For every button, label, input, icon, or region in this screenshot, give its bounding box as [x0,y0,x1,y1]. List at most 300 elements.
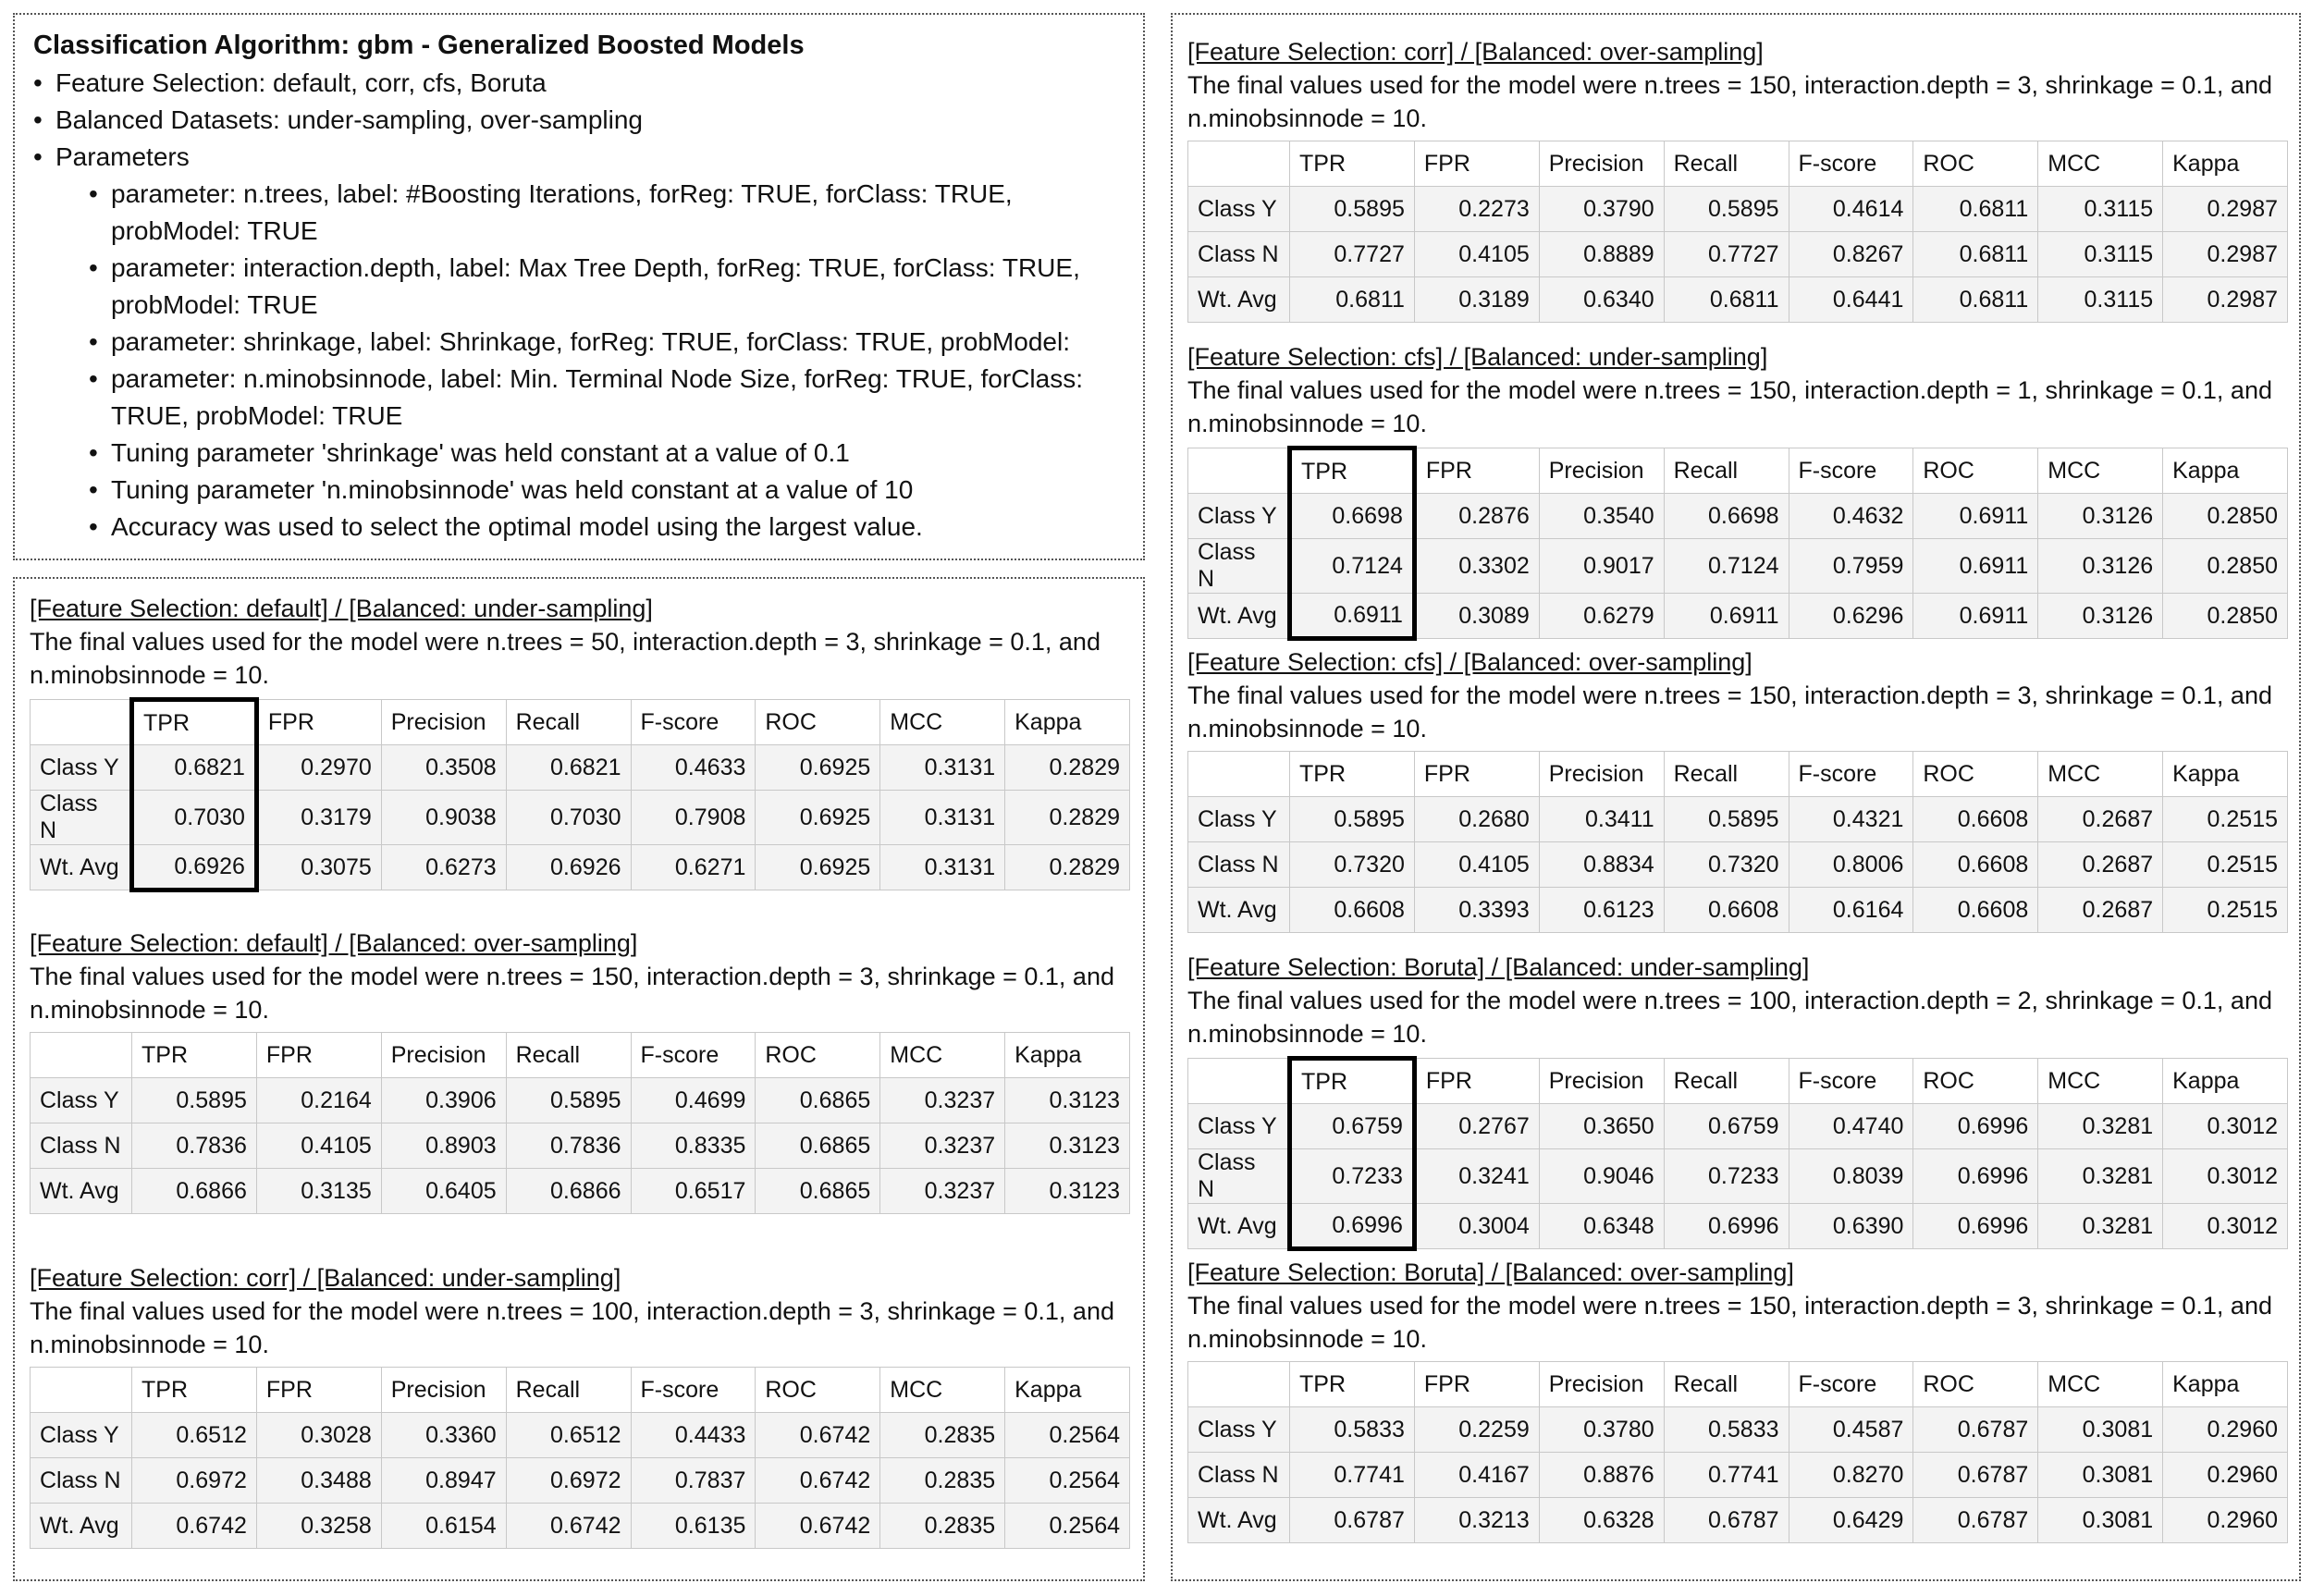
table-row [1188,1498,2288,1543]
column-header: TPR [132,700,257,745]
metric-value: 0.2829 [1005,791,1130,845]
metric-value: 0.6811 [1913,277,2038,323]
metric-value: 0.6608 [1913,842,2038,888]
metric-value: 0.8947 [381,1458,506,1504]
row-label: Class N [1188,539,1290,594]
metric-value: 0.3004 [1414,1204,1539,1249]
column-header: Recall [506,700,631,745]
metric-value: 0.7233 [1664,1149,1789,1204]
metric-value: 0.6811 [1290,277,1415,323]
metric-value: 0.2515 [2163,842,2288,888]
metric-value: 0.8039 [1789,1149,1913,1204]
result-description: The final values used for the model were n.trees = 50, interaction.depth = 3, shrinkage = 0.1, and n.minobsinnode = 10. [30,628,1101,689]
result-block [1187,1256,2286,1561]
metric-value: 0.2829 [1005,745,1130,791]
column-header: Kappa [1005,1368,1130,1413]
result-block [1187,645,2286,951]
metric-value: 0.6972 [132,1458,257,1504]
row-label: Class N [1188,1149,1290,1204]
metric-value: 0.3131 [880,791,1005,845]
metrics-table [1187,1056,2288,1251]
metrics-table [30,1367,1130,1549]
metric-value: 0.5895 [1664,797,1789,842]
parameter-item: • parameter: shrinkage, label: Shrinkage, forReg: TRUE, forClass: TRUE, probModel: [89,324,1130,361]
metric-value: 0.9046 [1539,1149,1664,1204]
column-header: F-score [631,1033,756,1078]
metric-value: 0.3081 [2038,1453,2163,1498]
metric-value: 0.2876 [1414,494,1539,539]
metric-value: 0.4433 [631,1413,756,1458]
info-bullet-label: Parameters [55,142,190,171]
row-label: Class N [31,1123,132,1169]
metric-value: 0.5895 [1664,187,1789,232]
metric-value: 0.3012 [2163,1149,2288,1204]
metric-value: 0.2835 [880,1413,1005,1458]
metric-value: 0.3131 [880,745,1005,791]
column-header: Precision [381,1033,506,1078]
metric-value: 0.7030 [132,791,257,845]
column-header: Kappa [2163,448,2288,494]
column-header: FPR [1414,1059,1539,1104]
metrics-table [30,697,1130,892]
metric-value: 0.2164 [256,1078,381,1123]
metric-value: 0.6608 [1913,888,2038,933]
metric-value: 0.3081 [2038,1498,2163,1543]
metric-value: 0.3302 [1414,539,1539,594]
metric-value: 0.6328 [1539,1498,1664,1543]
column-header: FPR [256,1368,381,1413]
metric-value: 0.3126 [2038,539,2163,594]
metric-value: 0.2273 [1414,187,1539,232]
metric-value: 0.4105 [256,1123,381,1169]
metric-value: 0.6742 [756,1504,880,1549]
metric-value: 0.6512 [132,1413,257,1458]
metric-value: 0.6296 [1789,594,1913,639]
metric-value: 0.6698 [1290,494,1415,539]
row-label: Class Y [1188,797,1290,842]
metric-value: 0.7959 [1789,539,1913,594]
metric-value: 0.6926 [506,845,631,890]
metric-value: 0.8270 [1789,1453,1913,1498]
info-bullet-parameters [33,139,1130,546]
metric-value: 0.7836 [132,1123,257,1169]
table-corner-cell [31,700,132,745]
column-header: FPR [1414,141,1539,187]
metric-value: 0.3012 [2163,1104,2288,1149]
metric-value: 0.5833 [1664,1407,1789,1453]
row-label: Class N [31,1458,132,1504]
metric-value: 0.2767 [1414,1104,1539,1149]
row-label: Wt. Avg [1188,1498,1290,1543]
row-label: Class Y [31,1413,132,1458]
column-header: FPR [1414,448,1539,494]
metric-value: 0.9038 [381,791,506,845]
column-header: MCC [2038,448,2163,494]
metric-value: 0.8834 [1539,842,1664,888]
metric-value: 0.4740 [1789,1104,1913,1149]
result-block [1187,35,2286,340]
metric-value: 0.7320 [1664,842,1789,888]
column-header: F-score [1789,141,1913,187]
metric-value: 0.3508 [381,745,506,791]
table-row [1188,1407,2288,1453]
row-label: Class N [31,791,132,845]
metric-value: 0.3115 [2038,187,2163,232]
metric-value: 0.5895 [132,1078,257,1123]
metrics-table [30,1032,1130,1214]
metric-value: 0.3115 [2038,232,2163,277]
metric-value: 0.2960 [2163,1453,2288,1498]
column-header: MCC [880,1033,1005,1078]
algorithm-info-panel [13,13,1145,560]
table-row [31,791,1130,845]
metric-value: 0.6911 [1913,494,2038,539]
result-block [30,1261,1130,1596]
metric-value: 0.7124 [1664,539,1789,594]
metric-value: 0.7030 [506,791,631,845]
table-row [31,1458,1130,1504]
metric-value: 0.6866 [506,1169,631,1214]
metric-value: 0.6273 [381,845,506,890]
result-heading: [Feature Selection: default] / [Balanced: under-sampling] [30,595,653,622]
result-heading: [Feature Selection: corr] / [Balanced: under-sampling] [30,1264,621,1292]
metric-value: 0.4587 [1789,1407,1913,1453]
table-corner-cell [31,1033,132,1078]
metric-value: 0.6821 [132,745,257,791]
table-header-row [1188,1059,2288,1104]
metric-value: 0.6279 [1539,594,1664,639]
metric-value: 0.6866 [132,1169,257,1214]
column-header: TPR [1290,752,1415,797]
metric-value: 0.2829 [1005,845,1130,890]
column-header: TPR [1290,141,1415,187]
row-label: Class Y [1188,187,1290,232]
column-header: FPR [256,700,381,745]
metric-value: 0.2970 [256,745,381,791]
column-header: MCC [2038,1362,2163,1407]
metric-value: 0.6996 [1913,1149,2038,1204]
metric-value: 0.6154 [381,1504,506,1549]
metric-value: 0.4699 [631,1078,756,1123]
result-heading: [Feature Selection: default] / [Balanced: over-sampling] [30,929,638,957]
column-header: Precision [381,1368,506,1413]
metrics-table [1187,141,2288,323]
column-header: TPR [1290,1059,1415,1104]
metric-value: 0.3281 [2038,1149,2163,1204]
metric-value: 0.3906 [381,1078,506,1123]
metric-value: 0.6996 [1290,1204,1415,1249]
result-block [1187,340,2286,645]
metric-value: 0.3131 [880,845,1005,890]
table-row [31,1123,1130,1169]
row-label: Class N [1188,232,1290,277]
result-block [30,927,1130,1261]
metric-value: 0.7124 [1290,539,1415,594]
column-header: Kappa [1005,700,1130,745]
metric-value: 0.3393 [1414,888,1539,933]
metric-value: 0.7908 [631,791,756,845]
table-row [31,1413,1130,1458]
metric-value: 0.2987 [2163,277,2288,323]
column-header: FPR [1414,752,1539,797]
row-label: Class N [1188,1453,1290,1498]
right-results-panel [1171,13,2301,1581]
metric-value: 0.5895 [1290,187,1415,232]
parameter-item: • parameter: interaction.depth, label: Max Tree Depth, forReg: TRUE, forClass: TRUE, probModel: TRUE [89,250,1130,324]
column-header: Recall [506,1368,631,1413]
metric-value: 0.6348 [1539,1204,1664,1249]
metric-value: 0.4321 [1789,797,1913,842]
table-header-row [1188,1362,2288,1407]
metric-value: 0.2259 [1414,1407,1539,1453]
column-header: F-score [1789,1059,1913,1104]
row-label: Wt. Avg [1188,888,1290,933]
metric-value: 0.6742 [132,1504,257,1549]
column-header: ROC [1913,1362,2038,1407]
metric-value: 0.6608 [1290,888,1415,933]
metric-value: 0.4105 [1414,842,1539,888]
metric-value: 0.3135 [256,1169,381,1214]
info-bullet: • Balanced Datasets: under-sampling, over-sampling [33,102,1130,139]
metric-value: 0.2515 [2163,888,2288,933]
metric-value: 0.3411 [1539,797,1664,842]
result-heading: [Feature Selection: corr] / [Balanced: over-sampling] [1187,38,1764,66]
metric-value: 0.6926 [132,845,257,890]
table-row [1188,888,2288,933]
info-bullet-list [33,65,1130,546]
metric-value: 0.6865 [756,1078,880,1123]
result-description: The final values used for the model were n.trees = 100, interaction.depth = 2, shrinkage = 0.1, and n.minobsinnode = 10. [1187,987,2272,1048]
table-row [1188,842,2288,888]
column-header: FPR [1414,1362,1539,1407]
metric-value: 0.3115 [2038,277,2163,323]
table-row [1188,187,2288,232]
metric-value: 0.6996 [1664,1204,1789,1249]
metric-value: 0.9017 [1539,539,1664,594]
row-label: Wt. Avg [1188,277,1290,323]
table-header-row [1188,752,2288,797]
result-heading: [Feature Selection: Boruta] / [Balanced: over-sampling] [1187,1258,1794,1286]
metric-value: 0.4632 [1789,494,1913,539]
result-description: The final values used for the model were n.trees = 150, interaction.depth = 3, shrinkage = 0.1, and n.minobsinnode = 10. [1187,1292,2272,1353]
metric-value: 0.6759 [1664,1104,1789,1149]
table-row [1188,494,2288,539]
metric-value: 0.7836 [506,1123,631,1169]
table-row [1188,1204,2288,1249]
table-corner-cell [1188,752,1290,797]
result-heading: [Feature Selection: cfs] / [Balanced: under-sampling] [1187,343,1768,371]
column-header: ROC [1913,141,2038,187]
row-label: Class Y [31,745,132,791]
metric-value: 0.4614 [1789,187,1913,232]
metric-value: 0.2680 [1414,797,1539,842]
metric-value: 0.2850 [2163,539,2288,594]
result-block [30,592,1130,927]
metric-value: 0.6405 [381,1169,506,1214]
column-header: ROC [756,1368,880,1413]
metric-value: 0.6135 [631,1504,756,1549]
column-header: TPR [1290,448,1415,494]
metric-value: 0.7741 [1290,1453,1415,1498]
parameter-item: • parameter: n.minobsinnode, label: Min. Terminal Node Size, forReg: TRUE, forClass: TRUE, probModel: TRUE [89,361,1130,435]
table-corner-cell [1188,141,1290,187]
row-label: Class Y [1188,1407,1290,1453]
metrics-table [1187,446,2288,641]
result-heading: [Feature Selection: Boruta] / [Balanced: under-sampling] [1187,953,1810,981]
metric-value: 0.3488 [256,1458,381,1504]
column-header: F-score [1789,448,1913,494]
column-header: ROC [1913,1059,2038,1104]
metric-value: 0.2960 [2163,1498,2288,1543]
metric-value: 0.6742 [506,1504,631,1549]
metric-value: 0.2835 [880,1504,1005,1549]
metric-value: 0.6925 [756,791,880,845]
column-header: Precision [1539,141,1664,187]
result-description: The final values used for the model were n.trees = 100, interaction.depth = 3, shrinkage = 0.1, and n.minobsinnode = 10. [30,1297,1114,1358]
metric-value: 0.7837 [631,1458,756,1504]
table-header-row [31,700,1130,745]
row-label: Class Y [1188,494,1290,539]
metrics-table [1187,751,2288,933]
metric-value: 0.6911 [1290,594,1415,639]
column-header: Recall [1664,752,1789,797]
result-description: The final values used for the model were n.trees = 150, interaction.depth = 3, shrinkage = 0.1, and n.minobsinnode = 10. [1187,681,2272,743]
metric-value: 0.6164 [1789,888,1913,933]
result-description: The final values used for the model were n.trees = 150, interaction.depth = 3, shrinkage = 0.1, and n.minobsinnode = 10. [30,963,1114,1024]
metric-value: 0.4633 [631,745,756,791]
metric-value: 0.6390 [1789,1204,1913,1249]
column-header: F-score [1789,1362,1913,1407]
metric-value: 0.3237 [880,1078,1005,1123]
metric-value: 0.3189 [1414,277,1539,323]
table-row [1188,232,2288,277]
column-header: MCC [2038,752,2163,797]
metric-value: 0.3123 [1005,1169,1130,1214]
column-header: F-score [631,1368,756,1413]
metric-value: 0.6759 [1290,1104,1415,1149]
metric-value: 0.3258 [256,1504,381,1549]
metric-value: 0.3179 [256,791,381,845]
column-header: Precision [1539,1362,1664,1407]
column-header: Precision [1539,448,1664,494]
metric-value: 0.3237 [880,1123,1005,1169]
metric-value: 0.2515 [2163,797,2288,842]
column-header: ROC [1913,448,2038,494]
metric-value: 0.2687 [2038,888,2163,933]
table-row [1188,1149,2288,1204]
table-row [1188,1104,2288,1149]
metric-value: 0.6925 [756,745,880,791]
table-corner-cell [1188,1059,1290,1104]
metric-value: 0.3237 [880,1169,1005,1214]
parameter-item: • Tuning parameter 'n.minobsinnode' was held constant at a value of 10 [89,472,1130,509]
table-row [31,845,1130,890]
metric-value: 0.6271 [631,845,756,890]
metric-value: 0.7233 [1290,1149,1415,1204]
metric-value: 0.6787 [1664,1498,1789,1543]
metric-value: 0.6996 [1913,1204,2038,1249]
metric-value: 0.6698 [1664,494,1789,539]
metric-value: 0.8876 [1539,1453,1664,1498]
table-row [1188,277,2288,323]
row-label: Wt. Avg [1188,594,1290,639]
metric-value: 0.7727 [1290,232,1415,277]
row-label: Wt. Avg [31,1169,132,1214]
metric-value: 0.6123 [1539,888,1664,933]
metric-value: 0.3075 [256,845,381,890]
metric-value: 0.6787 [1913,1407,2038,1453]
column-header: Precision [1539,752,1664,797]
table-row [1188,1453,2288,1498]
table-corner-cell [31,1368,132,1413]
table-header-row [31,1033,1130,1078]
table-header-row [31,1368,1130,1413]
row-label: Wt. Avg [31,1504,132,1549]
metric-value: 0.6742 [756,1413,880,1458]
metric-value: 0.3790 [1539,187,1664,232]
metric-value: 0.3028 [256,1413,381,1458]
metric-value: 0.3126 [2038,594,2163,639]
column-header: ROC [756,1033,880,1078]
column-header: TPR [1290,1362,1415,1407]
info-bullet: • Feature Selection: default, corr, cfs, Boruta [33,65,1130,102]
result-heading: [Feature Selection: cfs] / [Balanced: over-sampling] [1187,648,1752,676]
metric-value: 0.6996 [1913,1104,2038,1149]
column-header: ROC [756,700,880,745]
metric-value: 0.6512 [506,1413,631,1458]
metric-value: 0.6972 [506,1458,631,1504]
metric-value: 0.3123 [1005,1123,1130,1169]
parameter-item: • parameter: n.trees, label: #Boosting Iterations, forReg: TRUE, forClass: TRUE, probModel: TRUE [89,176,1130,250]
row-label: Class N [1188,842,1290,888]
table-row [31,1078,1130,1123]
column-header: Precision [381,700,506,745]
metric-value: 0.2564 [1005,1504,1130,1549]
column-header: Kappa [1005,1033,1130,1078]
column-header: Kappa [2163,752,2288,797]
column-header: F-score [1789,752,1913,797]
metric-value: 0.4167 [1414,1453,1539,1498]
metric-value: 0.6787 [1913,1453,2038,1498]
column-header: Kappa [2163,1362,2288,1407]
parameter-item: • Tuning parameter 'shrinkage' was held constant at a value of 0.1 [89,435,1130,472]
metric-value: 0.2687 [2038,842,2163,888]
metric-value: 0.6911 [1664,594,1789,639]
column-header: MCC [2038,1059,2163,1104]
column-header: MCC [2038,141,2163,187]
metric-value: 0.3281 [2038,1104,2163,1149]
metric-value: 0.8335 [631,1123,756,1169]
metric-value: 0.3540 [1539,494,1664,539]
metric-value: 0.6865 [756,1169,880,1214]
table-header-row [1188,141,2288,187]
column-header: F-score [631,700,756,745]
metric-value: 0.7320 [1290,842,1415,888]
metric-value: 0.6811 [1913,187,2038,232]
table-row [31,745,1130,791]
table-corner-cell [1188,448,1290,494]
result-description: The final values used for the model were n.trees = 150, interaction.depth = 1, shrinkage = 0.1, and n.minobsinnode = 10. [1187,376,2272,437]
row-label: Wt. Avg [1188,1204,1290,1249]
metric-value: 0.6787 [1290,1498,1415,1543]
column-header: TPR [132,1368,257,1413]
metric-value: 0.6911 [1913,539,2038,594]
metric-value: 0.2960 [2163,1407,2288,1453]
metric-value: 0.6429 [1789,1498,1913,1543]
table-corner-cell [1188,1362,1290,1407]
metric-value: 0.4105 [1414,232,1539,277]
metric-value: 0.7741 [1664,1453,1789,1498]
